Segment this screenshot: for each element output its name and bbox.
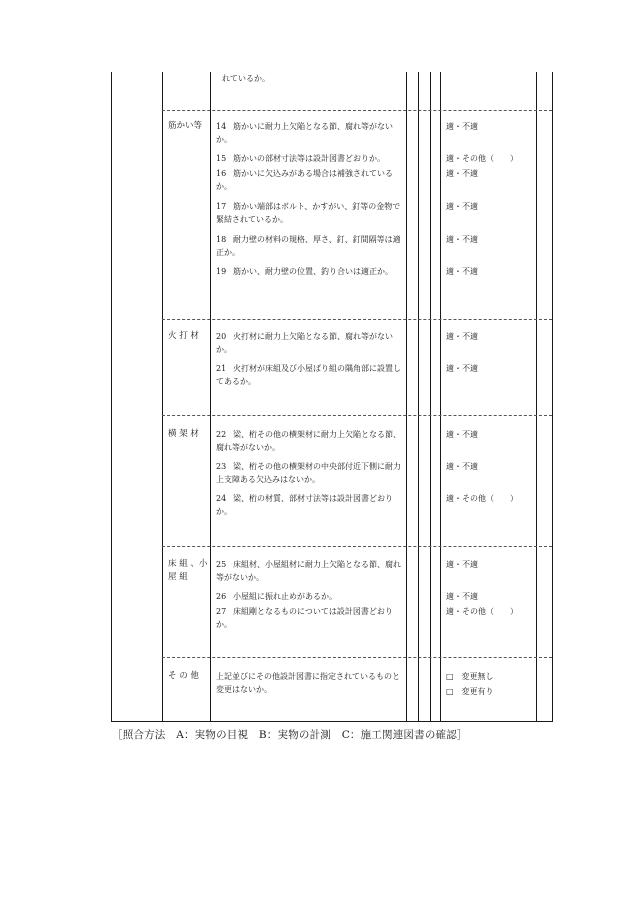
item-19: 19 筋かい、耐力壁の位置、釣り合いは適正か。	[216, 267, 393, 276]
category-other: そ の 他	[168, 671, 199, 681]
verification-method-legend: ［照合方法 A：実物の目視 B：実物の計測 C：施工関連図書の確認］	[112, 729, 468, 741]
item-26: 26 小屋組に振れ止めがあるか。	[216, 592, 337, 601]
table-border-bottom	[111, 721, 552, 722]
col-divider-b	[418, 72, 419, 722]
item-16: 16 筋かいに欠込みがある場合は補強されているか。	[216, 169, 393, 191]
row-separator	[162, 415, 552, 416]
item-21: 21 火打材が床組及び小屋ばり組の隅角部に設置してあるか。	[216, 364, 401, 386]
result-20: 適・不適	[446, 332, 478, 341]
col-divider-result	[440, 72, 441, 722]
option-changed: □ 変更有り	[446, 687, 494, 696]
col-divider-item	[210, 72, 211, 722]
col-divider-category	[162, 72, 163, 722]
result-19: 適・不適	[446, 267, 478, 276]
col-divider-a	[406, 72, 407, 722]
result-27: 適・その他（ ）	[446, 607, 518, 616]
row-separator	[162, 657, 552, 658]
result-15: 適・その他（ ）	[446, 154, 518, 163]
item-25: 25 床組材、小屋組材に耐力上欠陥となる節、腐れ等がないか。	[216, 560, 401, 582]
row-separator	[162, 546, 552, 547]
item-22: 22 梁、桁その他の横架材に耐力上欠陥となる節、腐れ等がないか。	[216, 430, 401, 452]
item-15: 15 筋かいの部材寸法等は設計図書どおりか。	[216, 154, 385, 163]
item-18: 18 耐力壁の材料の規格、厚さ、釘、釘間隔等は適正か。	[216, 235, 401, 257]
result-16: 適・不適	[446, 169, 478, 178]
result-14: 適・不適	[446, 122, 478, 131]
category-hiuchi: 火 打 材	[168, 331, 199, 341]
other-text: 上記並びにその他設計図書に指定されているものと変更はないか。	[216, 672, 400, 694]
option-no-change: □ 変更無し	[446, 672, 494, 681]
table-border-left	[111, 72, 112, 722]
result-25: 適・不適	[446, 560, 478, 569]
row-separator	[162, 110, 552, 111]
result-21: 適・不適	[446, 364, 478, 373]
item-24: 24 梁、桁の材質、部材寸法等は設計図書どおりか。	[216, 494, 393, 516]
category-horizontal: 横 架 材	[168, 429, 199, 439]
col-divider-c	[430, 72, 431, 722]
category-floor-roof: 床 組 、小 屋 組	[168, 559, 208, 582]
item-23: 23 梁、桁その他の横架材の中央部付近下側に耐力上支障ある欠込みはないか。	[216, 462, 401, 484]
result-18: 適・不適	[446, 235, 478, 244]
item-20: 20 火打材に耐力上欠陥となる節、腐れ等がないか。	[216, 332, 393, 354]
result-24: 適・その他（ ）	[446, 494, 518, 503]
item-27: 27 床組剛となるものについては設計図書どおりか。	[216, 607, 393, 629]
table-border-right	[552, 72, 553, 722]
result-22: 適・不適	[446, 430, 478, 439]
category-bracing: 筋かい等	[168, 121, 203, 131]
result-23: 適・不適	[446, 462, 478, 471]
item-14: 14 筋かいに耐力上欠陥となる節、腐れ等がないか。	[216, 122, 393, 144]
result-17: 適・不適	[446, 202, 478, 211]
col-divider-note	[536, 72, 537, 722]
row-separator	[162, 319, 552, 320]
continuation-text: れているか。	[222, 74, 270, 83]
item-17: 17 筋かい端部はボルト、かすがい、釘等の金物で緊結されているか。	[216, 202, 401, 224]
result-26: 適・不適	[446, 592, 478, 601]
